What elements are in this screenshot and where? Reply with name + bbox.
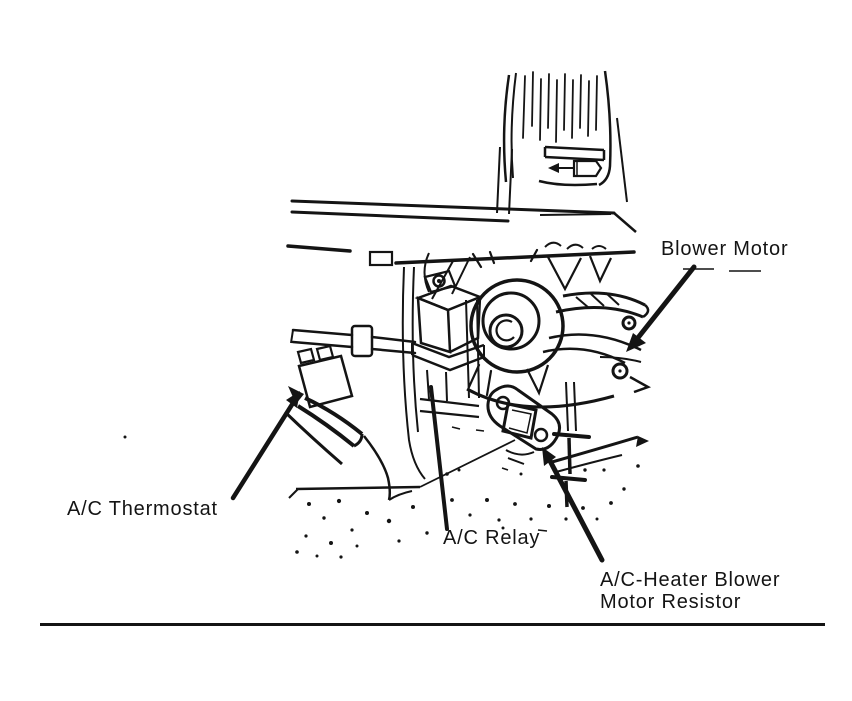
callout-blower-resistor <box>600 569 780 613</box>
callout-blower-motor: Blower Motor <box>661 238 789 260</box>
wire-clip-icon <box>352 326 372 356</box>
ac-relay-drawing <box>291 267 484 479</box>
callout-ac-thermostat: A/C Thermostat <box>67 498 218 520</box>
cowl-panel-drawing <box>504 71 627 202</box>
support-beam-drawing <box>288 147 636 265</box>
blower-motor-drawing <box>396 243 634 407</box>
footer-rule <box>40 623 825 626</box>
blower-resistor-arrow <box>542 447 602 560</box>
ac-relay-leader-line <box>431 387 447 529</box>
blower-motor-arrow <box>626 267 694 352</box>
callout-ac-relay: A/C Relay <box>443 527 541 549</box>
ground-stipple <box>124 427 640 559</box>
screw-icon <box>548 161 601 176</box>
ac-thermostat-drawing <box>285 346 412 500</box>
ac-thermostat-arrow <box>233 391 300 498</box>
callout-blower-resistor-line1: A/C-Heater Blower <box>600 569 781 591</box>
callout-blower-resistor-line2: Motor Resistor <box>600 591 742 613</box>
